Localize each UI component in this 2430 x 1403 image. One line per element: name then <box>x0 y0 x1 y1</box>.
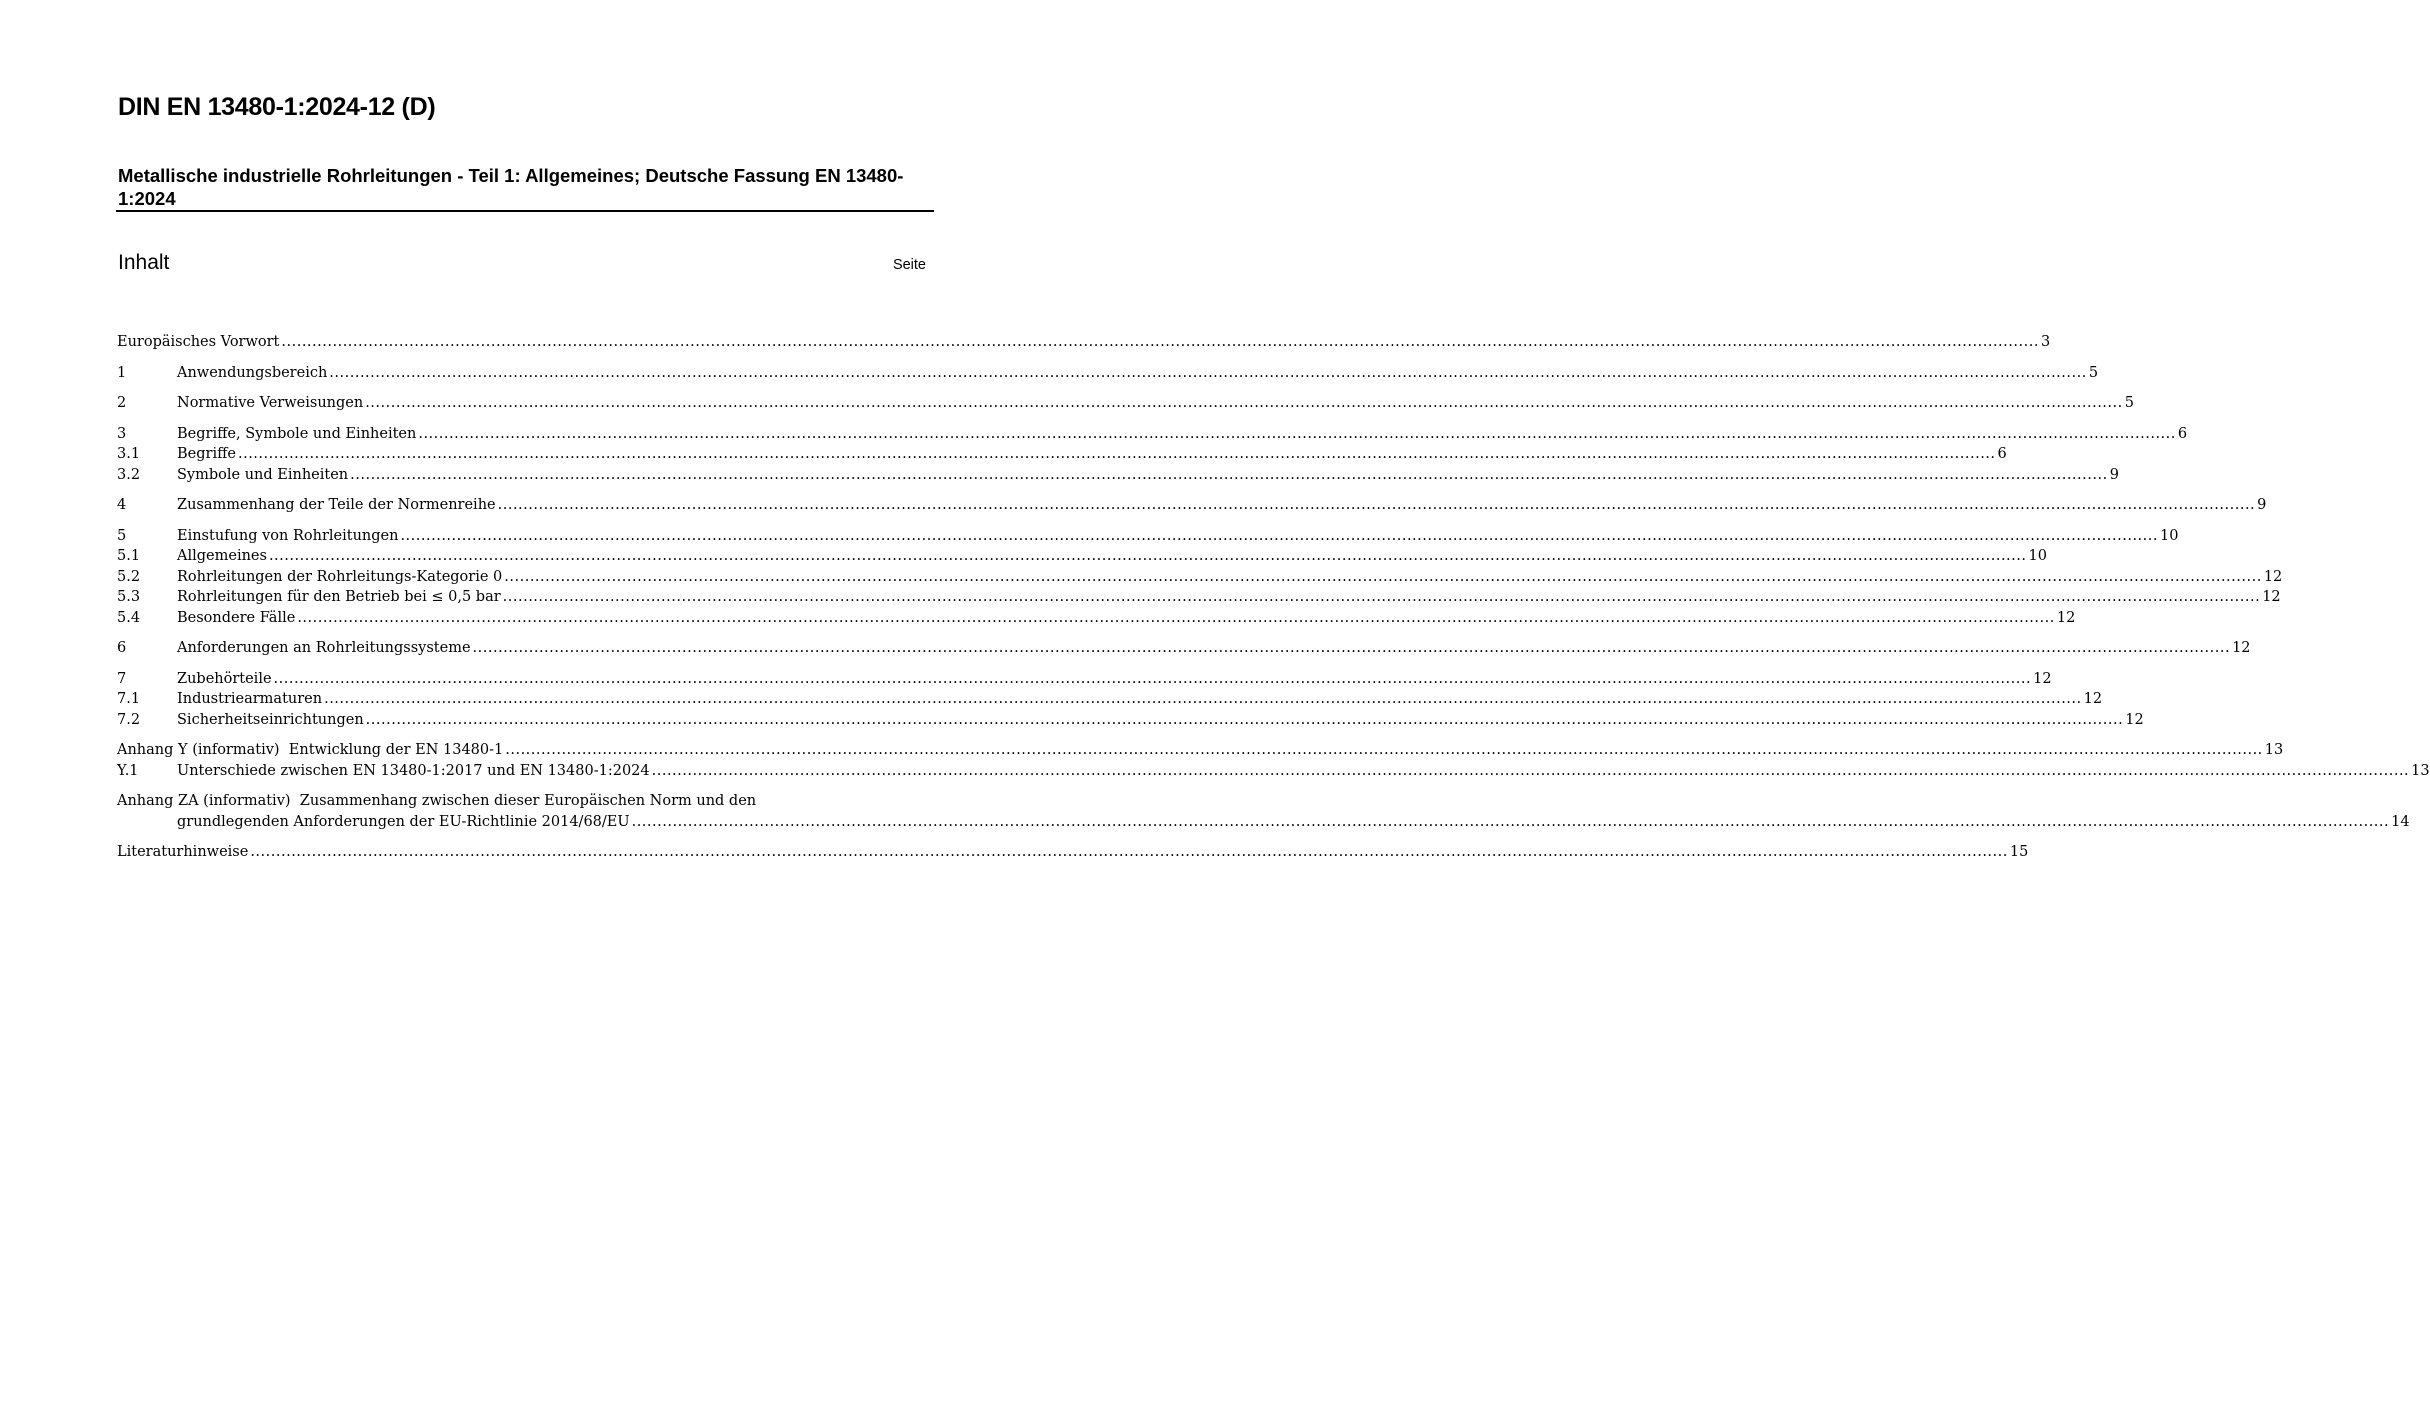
title-divider <box>116 210 934 212</box>
toc-entry-6[interactable] <box>117 638 2251 659</box>
toc-entry-page: 12 <box>2232 640 2251 656</box>
toc-entry-page: 3 <box>2040 334 2051 350</box>
toc-entry-title: Begriffe <box>177 446 236 462</box>
toc-entry-title: Anwendungsbereich <box>177 364 328 381</box>
toc-entry-5-1[interactable] <box>117 546 2047 567</box>
toc-entry-5-3[interactable] <box>117 587 2281 608</box>
toc-entry-number: Y.1 <box>117 762 139 779</box>
toc-entry-page: 9 <box>2109 466 2119 483</box>
toc-entry-title: Zusammenhang der Teile der Normenreihe <box>177 497 496 513</box>
dot-leader <box>366 710 2124 731</box>
toc-entry-number: 7.1 <box>117 691 141 707</box>
toc-entry-title: Industriearmaturen <box>177 691 323 707</box>
dot-leader <box>504 567 2262 588</box>
dot-leader <box>274 669 2032 690</box>
toc-entry-title: Literaturhinweise <box>117 844 249 860</box>
toc-entry-page: 5 <box>2088 364 2099 381</box>
dot-leader <box>238 444 1996 465</box>
toc-entry-annex-za[interactable] <box>117 812 2410 833</box>
toc-entry-title: Europäisches Vorwort <box>117 334 280 350</box>
dot-leader <box>652 761 2410 782</box>
toc-entry-page: 6 <box>1997 446 2007 462</box>
toc-entry-1[interactable] <box>117 363 2099 384</box>
dot-leader <box>365 393 2123 414</box>
toc-entry-5-4[interactable] <box>117 608 2076 629</box>
toc-entry-number: 4 <box>117 497 127 513</box>
dot-leader <box>400 526 2158 547</box>
dot-leader <box>281 332 2039 353</box>
toc-entry-title: Symbole und Einheiten <box>177 466 349 483</box>
toc-entry-page: 12 <box>2056 609 2076 626</box>
toc-entry-5[interactable] <box>117 526 2179 547</box>
toc-entry-number: 5.1 <box>117 548 141 564</box>
toc-entry-number: 7 <box>117 670 127 687</box>
toc-entry-title: Besondere Fälle <box>177 609 296 626</box>
toc-entry-number: 5.4 <box>117 609 141 626</box>
toc-entry-number: 2 <box>117 395 127 411</box>
toc-entry-title: Anhang Y (informativ) Entwicklung der EN 13480-1 <box>117 742 504 758</box>
toc-entry-page: 13 <box>2411 762 2430 779</box>
toc-entry-5-2[interactable] <box>117 567 2283 588</box>
toc-entry-title: Rohrleitungen der Rohrleitungs-Kategorie 0 <box>177 568 503 585</box>
toc-entry-title: Zubehörteile <box>177 670 272 687</box>
toc-entry-number: 5 <box>117 527 127 544</box>
toc-entry-number: 5.2 <box>117 568 141 585</box>
toc-entry-7-1[interactable] <box>117 689 2103 710</box>
toc-entry-annex-za-line1[interactable]: Anhang ZA (informativ) Zusammenhang zwischen dieser Europäischen Norm und den <box>117 793 757 809</box>
dot-leader <box>418 424 2176 445</box>
dot-leader <box>329 363 2087 384</box>
dot-leader <box>498 495 2256 516</box>
toc-entry-page: 10 <box>2160 527 2179 544</box>
toc-entry-number: 6 <box>117 640 127 656</box>
toc-entry-number: 3.2 <box>117 466 141 483</box>
toc-entry-page: 12 <box>2263 568 2283 585</box>
toc-entry-page: 12 <box>2125 711 2144 728</box>
toc-entry-title: Allgemeines <box>177 548 267 564</box>
toc-entry-page: 5 <box>2124 395 2134 411</box>
toc-entry-number: 1 <box>117 364 127 381</box>
table-of-contents <box>117 332 2430 863</box>
dot-leader <box>632 812 2390 833</box>
toc-entry-number: 3 <box>117 425 127 442</box>
toc-entry-page: 9 <box>2257 497 2267 513</box>
toc-entry-title: Normative Verweisungen <box>177 395 364 411</box>
dot-leader <box>503 587 2261 608</box>
toc-entry-3-2[interactable] <box>117 465 2119 486</box>
toc-entry-page: 13 <box>2264 742 2284 758</box>
toc-entry-title: Unterschiede zwischen EN 13480-1:2017 und EN 13480-1:2024 <box>177 762 650 779</box>
toc-entry-number: 5.3 <box>117 589 141 605</box>
toc-entry-bibliography[interactable] <box>117 842 2029 863</box>
toc-entry-2[interactable] <box>117 393 2134 414</box>
dot-leader <box>350 465 2108 486</box>
dot-leader <box>505 740 2263 761</box>
toc-entry-page: 14 <box>2391 813 2410 830</box>
document-id: DIN EN 13480-1:2024-12 (D) <box>118 93 436 121</box>
toc-entry-4[interactable] <box>117 495 2267 516</box>
toc-entry-7-2[interactable] <box>117 710 2144 731</box>
toc-entry-page: 12 <box>2033 670 2052 687</box>
toc-heading: Inhalt <box>118 251 170 274</box>
toc-entry-page: 15 <box>2009 844 2029 860</box>
toc-entry-title: Rohrleitungen für den Betrieb bei ≤ 0,5 bar <box>177 589 501 605</box>
toc-entry-title: Einstufung von Rohrleitungen <box>177 527 399 544</box>
toc-entry-annex-y[interactable] <box>117 740 2284 761</box>
toc-entry-foreword[interactable] <box>117 332 2051 353</box>
dot-leader <box>297 608 2055 629</box>
toc-entry-3[interactable] <box>117 424 2188 445</box>
toc-entry-page: 12 <box>2083 691 2103 707</box>
dot-leader <box>473 638 2231 659</box>
dot-leader <box>269 546 2027 567</box>
toc-entry-page: 12 <box>2262 589 2281 605</box>
toc-entry-7[interactable] <box>117 669 2052 690</box>
toc-entry-title: grundlegenden Anforderungen der EU-Richtlinie 2014/68/EU <box>177 813 630 830</box>
toc-entry-page: 10 <box>2028 548 2047 564</box>
dot-leader <box>324 689 2082 710</box>
toc-entry-title: Begriffe, Symbole und Einheiten <box>177 425 417 442</box>
toc-entry-3-1[interactable] <box>117 444 2007 465</box>
document-title: Metallische industrielle Rohrleitungen - Teil 1: Allgemeines; Deutsche Fassung EN 13480-1:2024 <box>118 165 904 209</box>
toc-entry-title: Sicherheitseinrichtungen <box>177 711 364 728</box>
toc-entry-number: 7.2 <box>117 711 141 728</box>
dot-leader <box>250 842 2008 863</box>
toc-entry-title: Anforderungen an Rohrleitungssysteme <box>177 640 471 656</box>
toc-entry-number: 3.1 <box>117 446 141 462</box>
page-column-label: Seite <box>892 257 926 273</box>
toc-entry-page: 6 <box>2177 425 2188 442</box>
toc-entry-y-1[interactable] <box>117 761 2430 782</box>
